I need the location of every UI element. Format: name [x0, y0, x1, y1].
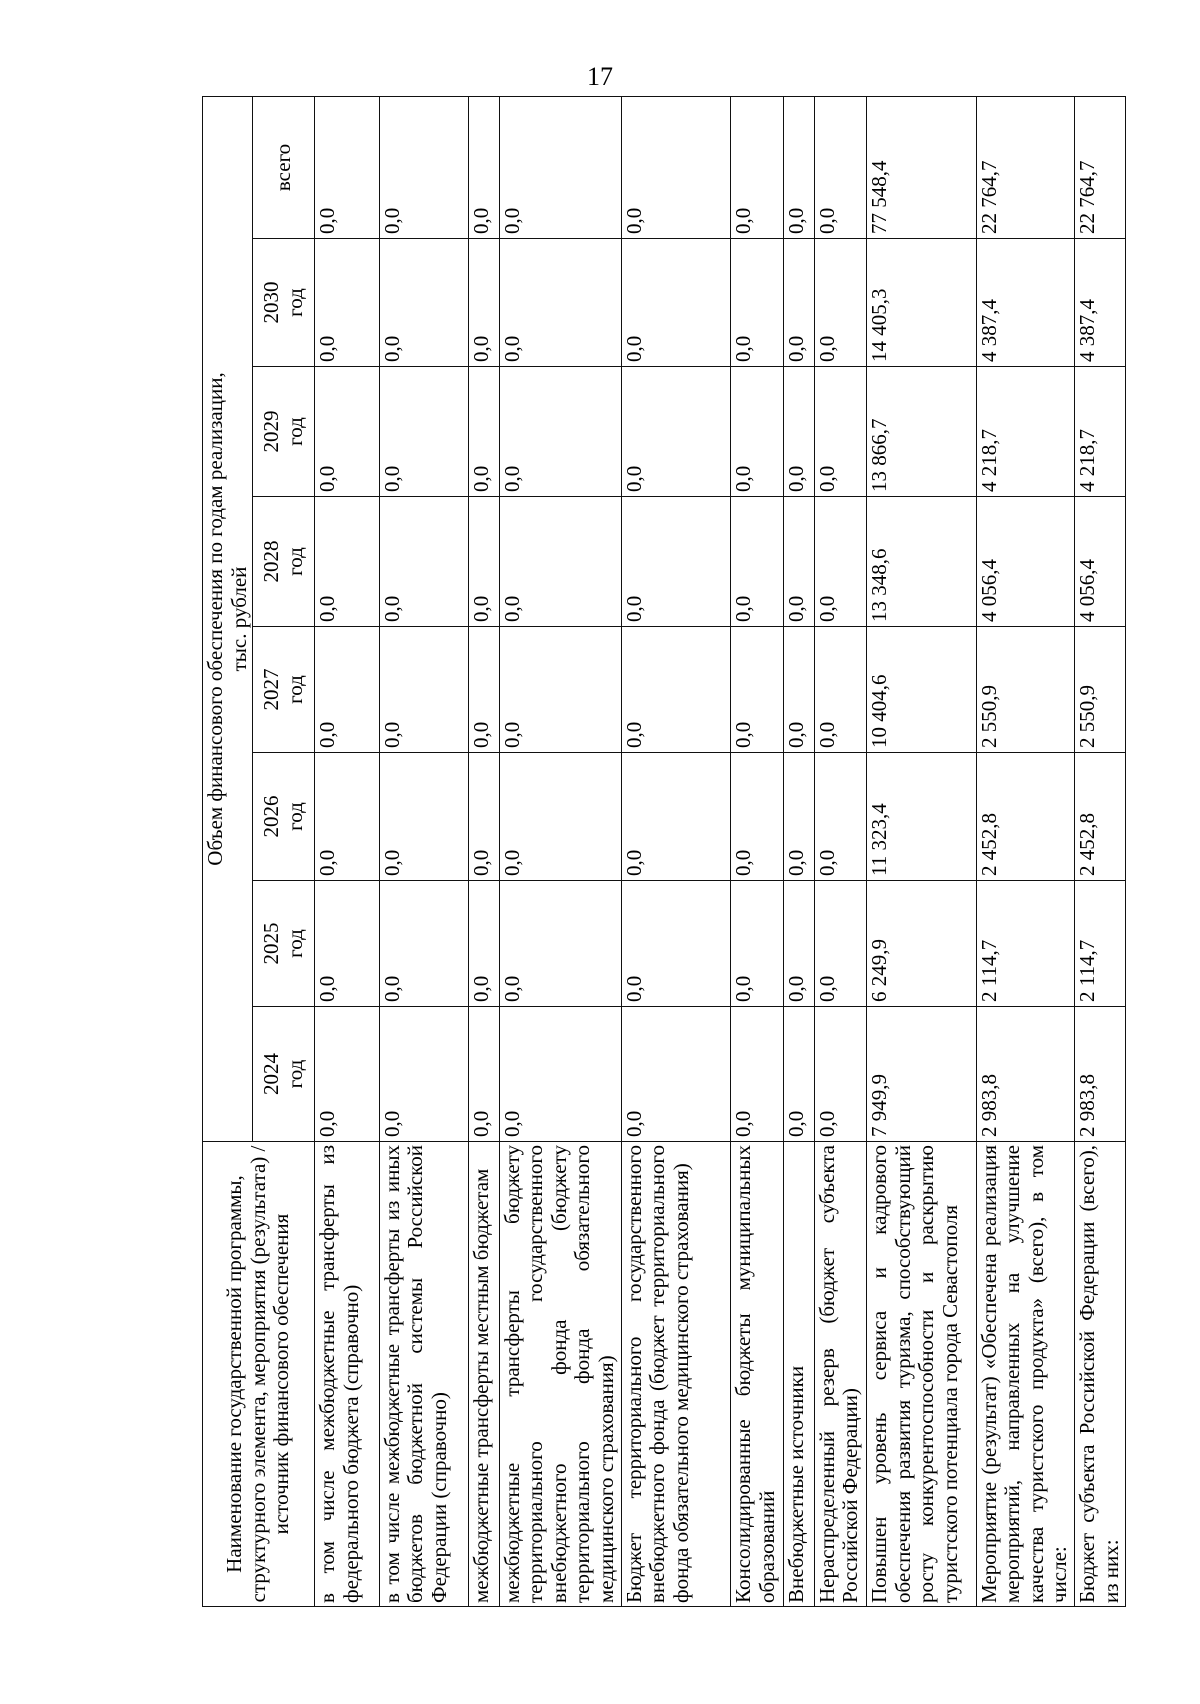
- row-total-value: 0,0: [499, 96, 621, 238]
- row-year-value: 0,0: [499, 753, 621, 881]
- row-year-value: 0,0: [621, 367, 731, 497]
- year-header: 2028 год: [253, 497, 315, 627]
- row-year-value: 0,0: [784, 627, 814, 753]
- row-year-value: 0,0: [784, 881, 814, 1007]
- group-header-title: Объем финансового обеспечения по годам реализации,: [203, 372, 227, 866]
- row-year-value: 0,0: [499, 1007, 621, 1142]
- year-header: 2026 год: [253, 753, 315, 881]
- row-year-value: 0,0: [731, 881, 784, 1007]
- row-year-value: 0,0: [621, 627, 731, 753]
- table-row: [814, 96, 867, 1606]
- row-year-value: 0,0: [731, 497, 784, 627]
- row-total-value: 0,0: [621, 96, 731, 238]
- row-year-value: 4 218,7: [1075, 367, 1126, 497]
- row-year-value: 0,0: [784, 753, 814, 881]
- row-year-value: 0,0: [814, 753, 867, 881]
- row-year-value: 0,0: [379, 1007, 468, 1142]
- row-year-value: 0,0: [315, 1007, 380, 1142]
- row-year-value: 0,0: [731, 1007, 784, 1142]
- row-year-value: 4 218,7: [976, 367, 1074, 497]
- row-year-value: 0,0: [379, 627, 468, 753]
- row-year-value: 0,0: [814, 627, 867, 753]
- row-year-value: 2 983,8: [1075, 1007, 1126, 1142]
- rotated-table-container: [202, 97, 1126, 1607]
- table-row: [784, 96, 814, 1606]
- row-year-value: 0,0: [315, 627, 380, 753]
- row-year-value: 0,0: [814, 881, 867, 1007]
- group-header: [203, 96, 253, 1141]
- table-row: [499, 96, 621, 1606]
- row-year-value: 0,0: [315, 239, 380, 367]
- row-year-value: 0,0: [315, 881, 380, 1007]
- row-year-value: 0,0: [379, 497, 468, 627]
- row-year-value: 0,0: [379, 881, 468, 1007]
- row-year-value: 0,0: [499, 627, 621, 753]
- row-year-value: 0,0: [315, 497, 380, 627]
- row-total-value: 0,0: [469, 96, 499, 238]
- table-row: [621, 96, 731, 1606]
- row-name: Мероприятие (результат) «Обеспечена реализация мероприятий, направленных на улучшение качества туристского продукта» (всего), в том числе:: [976, 1142, 1074, 1607]
- row-year-value: 0,0: [621, 1007, 731, 1142]
- row-name: Внебюджетные источники: [784, 1142, 814, 1607]
- row-year-value: 0,0: [469, 881, 499, 1007]
- row-year-value: 0,0: [379, 753, 468, 881]
- row-name: межбюджетные трансферты местным бюджетам: [469, 1142, 499, 1607]
- row-year-value: 2 983,8: [976, 1007, 1074, 1142]
- row-year-value: 13 348,6: [867, 497, 977, 627]
- row-year-value: 0,0: [469, 753, 499, 881]
- row-name: Бюджет субъекта Российской Федерации (всего), из них:: [1075, 1142, 1126, 1607]
- row-name: межбюджетные трансферты бюджету территориального государственного внебюджетного фонда (бюджету территориального фонда обязательного медицинского страхования): [499, 1142, 621, 1607]
- table-body: [315, 96, 1126, 1606]
- name-column-header: Наименование государственной программы, структурного элемента, мероприятия (результата) / источник финансового обеспечения: [203, 1142, 315, 1607]
- row-year-value: 14 405,3: [867, 239, 977, 367]
- year-header: 2025 год: [253, 881, 315, 1007]
- row-total-value: 0,0: [731, 96, 784, 238]
- row-name: в том числе межбюджетные трансферты из федерального бюджета (справочно): [315, 1142, 380, 1607]
- row-year-value: 0,0: [315, 753, 380, 881]
- row-year-value: 2 114,7: [976, 881, 1074, 1007]
- financing-table: [202, 96, 1126, 1607]
- row-year-value: 0,0: [784, 367, 814, 497]
- row-year-value: 10 404,6: [867, 627, 977, 753]
- row-year-value: 0,0: [621, 497, 731, 627]
- row-year-value: 2 452,8: [976, 753, 1074, 881]
- row-year-value: 2 550,9: [1075, 627, 1126, 753]
- row-name: в том числе межбюджетные трансферты из иных бюджетов бюджетной системы Российской Федерации (справочно): [379, 1142, 468, 1607]
- row-year-value: 4 056,4: [976, 497, 1074, 627]
- row-year-value: 0,0: [499, 367, 621, 497]
- row-year-value: 0,0: [731, 753, 784, 881]
- row-year-value: 2 550,9: [976, 627, 1074, 753]
- table-row: [1075, 96, 1126, 1606]
- row-year-value: 0,0: [499, 881, 621, 1007]
- table-row: [469, 96, 499, 1606]
- row-name: Бюджет территориального государственного внебюджетного фонда (бюджет территориального фонда обязательного медицинского страхования): [621, 1142, 731, 1607]
- table-row: [976, 96, 1074, 1606]
- year-header: 2027 год: [253, 627, 315, 753]
- row-name: Консолидированные бюджеты муниципальных образований: [731, 1142, 784, 1607]
- row-year-value: 7 949,9: [867, 1007, 977, 1142]
- row-name: Нераспределенный резерв (бюджет субъекта Российской Федерации): [814, 1142, 867, 1607]
- row-year-value: 0,0: [379, 367, 468, 497]
- table-row: [315, 96, 380, 1606]
- row-year-value: 0,0: [315, 367, 380, 497]
- row-total-value: 0,0: [315, 96, 380, 238]
- row-year-value: 0,0: [731, 367, 784, 497]
- row-year-value: 0,0: [469, 239, 499, 367]
- row-year-value: 2 452,8: [1075, 753, 1126, 881]
- year-header: 2030 год: [253, 239, 315, 367]
- row-year-value: 11 323,4: [867, 753, 977, 881]
- year-header: 2029 год: [253, 367, 315, 497]
- row-year-value: 0,0: [621, 753, 731, 881]
- row-total-value: 22 764,7: [1075, 96, 1126, 238]
- row-year-value: 0,0: [814, 239, 867, 367]
- row-year-value: 0,0: [784, 497, 814, 627]
- row-year-value: 0,0: [731, 239, 784, 367]
- row-year-value: 2 114,7: [1075, 881, 1126, 1007]
- row-year-value: 0,0: [469, 497, 499, 627]
- row-year-value: 0,0: [469, 367, 499, 497]
- page-number: 17: [587, 62, 613, 91]
- row-total-value: 0,0: [379, 96, 468, 238]
- row-total-value: 0,0: [814, 96, 867, 238]
- row-year-value: 0,0: [621, 239, 731, 367]
- row-year-value: 0,0: [499, 239, 621, 367]
- row-year-value: 4 056,4: [1075, 497, 1126, 627]
- row-year-value: 0,0: [814, 1007, 867, 1142]
- row-year-value: 0,0: [621, 881, 731, 1007]
- row-year-value: 0,0: [379, 239, 468, 367]
- row-total-value: 77 548,4: [867, 96, 977, 238]
- table-row: [379, 96, 468, 1606]
- row-year-value: 0,0: [731, 627, 784, 753]
- row-total-value: 0,0: [784, 96, 814, 238]
- row-year-value: 0,0: [469, 627, 499, 753]
- row-year-value: 0,0: [814, 497, 867, 627]
- row-year-value: 0,0: [469, 1007, 499, 1142]
- year-header: 2024 год: [253, 1007, 315, 1142]
- table-row: [731, 96, 784, 1606]
- row-year-value: 13 866,7: [867, 367, 977, 497]
- group-header-unit: тыс. рублей: [226, 566, 251, 672]
- row-name: Повышен уровень сервиса и кадрового обеспечения развития туризма, способствующий росту конкурентоспособности и раскрытию туристского потенциала города Севастополя: [867, 1142, 977, 1607]
- row-year-value: 4 387,4: [976, 239, 1074, 367]
- row-year-value: 0,0: [784, 239, 814, 367]
- table-row: [867, 96, 977, 1606]
- row-year-value: 6 249,9: [867, 881, 977, 1007]
- row-total-value: 22 764,7: [976, 96, 1074, 238]
- row-year-value: 0,0: [814, 367, 867, 497]
- row-year-value: 0,0: [499, 497, 621, 627]
- total-header: всего: [253, 96, 315, 238]
- row-year-value: 4 387,4: [1075, 239, 1126, 367]
- row-year-value: 0,0: [784, 1007, 814, 1142]
